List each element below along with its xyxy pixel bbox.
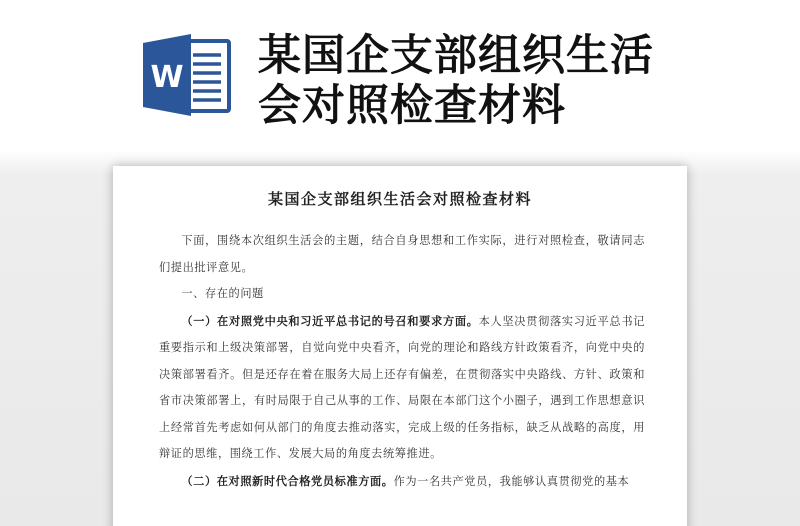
banner-title-line2: 会对照检查材料 xyxy=(258,81,566,131)
document-body xyxy=(159,228,645,495)
item-paragraph-1 xyxy=(159,308,645,468)
item-lead-2: （二）在对照新时代合格党员标准方面。 xyxy=(181,473,394,488)
item-paragraph-2 xyxy=(159,468,645,496)
document-title: 某国企支部组织生活会对照检查材料 xyxy=(267,190,532,208)
header-banner xyxy=(0,0,800,150)
section-heading: 一、存在的问题 xyxy=(181,287,264,300)
document-page xyxy=(113,166,687,526)
banner-title-line1: 某国企支部组织生活 xyxy=(258,31,654,81)
item-text-2: 作为一名共产党员，我能够认真贯彻党的基本 xyxy=(393,474,630,488)
intro-paragraph: 下面，围绕本次组织生活会的主题，结合自身思想和工作实际，进行对照检查，敬请同志们提出批评意见。 xyxy=(159,234,645,274)
word-icon xyxy=(141,33,233,117)
item-text-1: 本人坚决贯彻落实习近平总书记重要指示和上级决策部署，自觉向党中央看齐，向党的理论和路线方针政策看齐，向党中央的决策部署看齐。但是还存在着在服务大局上还存有偏差，在贯彻落实中央路线、方针、政策和省市决策部署上，有时局限于自己从事的工作、局限在本部门这个小圈子，遇到工作思想意识上经常首先考虑如何从部门的角度去推动落实，完成上级的任务指标，缺乏从战略的高度，用辩证的思维，围绕工作、发展大局的角度去统筹推进。 xyxy=(159,314,645,460)
item-lead-1: （一）在对照党中央和习近平总书记的号召和要求方面。 xyxy=(181,313,479,328)
banner-title xyxy=(258,31,778,131)
word-icon-letter: W xyxy=(150,60,184,95)
